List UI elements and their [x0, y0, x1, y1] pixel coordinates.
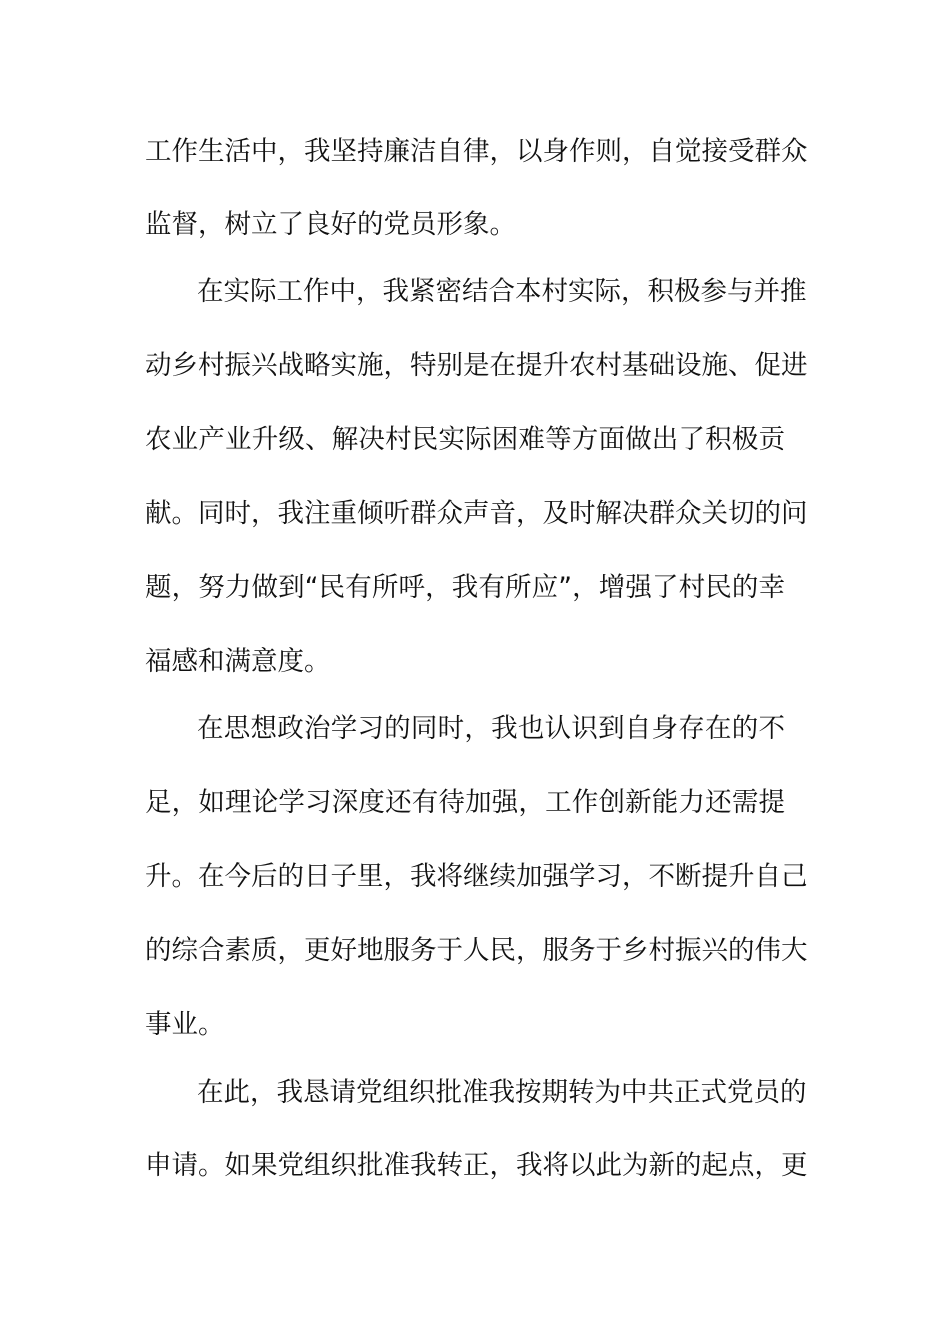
text-line: 的综合素质，更好地服务于人民，服务于乡村振兴的伟大: [145, 935, 808, 966]
text-line: 献。同时，我注重倾听群众声音，及时解决群众关切的问: [145, 498, 808, 529]
text-line: 申请。如果党组织批准我转正，我将以此为新的起点，更: [145, 1150, 808, 1181]
text-line: 福感和满意度。: [145, 646, 331, 677]
text-line: 工作生活中，我坚持廉洁自律，以身作则，自觉接受群众: [145, 136, 808, 167]
text-line: 升。在今后的日子里，我将继续加强学习，不断提升自己: [145, 861, 808, 892]
text-line: 题，努力做到“民有所呼，我有所应”，增强了村民的幸: [145, 572, 785, 603]
paragraph-first-line: 在思想政治学习的同时，我也认识到自身存在的不: [197, 713, 785, 744]
text-line: 事业。: [145, 1009, 225, 1040]
text-line: 足，如理论学习深度还有待加强，工作创新能力还需提: [145, 787, 785, 818]
text-line: 监督，树立了良好的党员形象。: [145, 209, 516, 240]
text-line: 动乡村振兴战略实施，特别是在提升农村基础设施、促进: [145, 350, 808, 381]
paragraph-first-line: 在此，我恳请党组织批准我按期转为中共正式党员的: [197, 1077, 807, 1108]
text-line: 农业产业升级、解决村民实际困难等方面做出了积极贡: [145, 424, 785, 455]
paragraph-first-line: 在实际工作中，我紧密结合本村实际，积极参与并推: [197, 276, 807, 307]
